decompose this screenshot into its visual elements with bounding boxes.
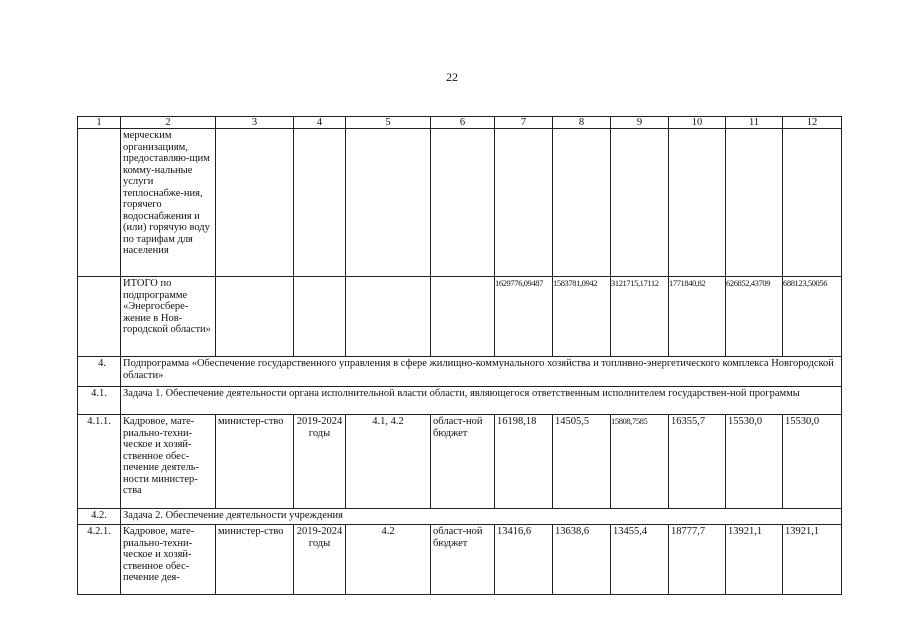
table-row-task (78, 387, 842, 415)
task-title: Задача 2. Обеспечение деятельности учреждения (121, 509, 842, 525)
total-value-cell: 1629776,09487 (495, 277, 553, 357)
value-cell: 18777,7 (669, 525, 726, 595)
page-number: 22 (446, 70, 458, 84)
table-cell (431, 277, 495, 357)
header-cell: 2 (121, 117, 216, 129)
row-number: 4.2. (78, 509, 121, 525)
row-number: 4.2.1. (78, 525, 121, 595)
value-cell: 13416,6 (495, 525, 553, 595)
table-cell-description: Кадровое, мате-риально-техни-ческое и хозяй-ственное обес-печение деятель-ности министер-ства (121, 415, 216, 509)
table-row-continuation (78, 129, 842, 277)
table-row-task (78, 509, 842, 525)
table-cell (783, 129, 842, 277)
table-cell (553, 129, 611, 277)
table-cell-executor: министер-ство (216, 415, 294, 509)
value-cell: 13638,6 (553, 525, 611, 595)
header-cell: 6 (431, 117, 495, 129)
column-number-row (78, 117, 842, 129)
header-cell: 1 (78, 117, 121, 129)
table-cell (216, 277, 294, 357)
table-cell-source: област-ной бюджет (431, 525, 495, 595)
total-value-cell: 1771840,82 (669, 277, 726, 357)
header-cell: 3 (216, 117, 294, 129)
table-cell (346, 277, 431, 357)
table-row-subprogram (78, 357, 842, 387)
row-number: 4.1. (78, 387, 121, 415)
value-cell: 15530,0 (726, 415, 783, 509)
value-cell: 15808,7585 (611, 415, 669, 509)
subprogram-title: Подпрограмма «Обеспечение государственного управления в сфере жилищно-коммунального хозяйства и топливно-энергетического комплекса Новгородской области» (121, 357, 842, 387)
table-cell-indicator: 4.2 (346, 525, 431, 595)
row-number: 4.1.1. (78, 415, 121, 509)
task-title: Задача 1. Обеспечение деятельности органа исполнительной власти области, являющегося ответственным исполнителем государствен-ной программы (121, 387, 842, 415)
table-cell (78, 129, 121, 277)
header-cell: 9 (611, 117, 669, 129)
table-row-activity (78, 415, 842, 509)
header-cell: 7 (495, 117, 553, 129)
table-cell-source: област-ной бюджет (431, 415, 495, 509)
value-cell: 14505,5 (553, 415, 611, 509)
table-cell (431, 129, 495, 277)
table-row-total (78, 277, 842, 357)
table-cell-period: 2019-2024 годы (294, 415, 346, 509)
header-cell: 11 (726, 117, 783, 129)
table-cell (216, 129, 294, 277)
value-cell: 13921,1 (726, 525, 783, 595)
table-cell (78, 277, 121, 357)
table-cell-description: мерческим организациям, предоставляю-щим комму-нальные услуги теплоснабже-ния, горячего водоснабжения и (или) горячую воду по тарифам для населения (121, 129, 216, 277)
header-cell: 10 (669, 117, 726, 129)
table-row-activity (78, 525, 842, 595)
total-value-cell: 626852,43709 (726, 277, 783, 357)
table-cell (346, 129, 431, 277)
table-cell-description: Кадровое, мате-риально-техни-ческое и хозяй-ственное обес-печение дея- (121, 525, 216, 595)
table-cell-description: ИТОГО по подпрограмме «Энергосбере-жение в Нов-городской области» (121, 277, 216, 357)
table-cell (294, 129, 346, 277)
table-cell (669, 129, 726, 277)
table-cell (611, 129, 669, 277)
table-cell-period: 2019-2024 годы (294, 525, 346, 595)
table-cell-executor: министер-ство (216, 525, 294, 595)
total-value-cell: 688123,50056 (783, 277, 842, 357)
value-cell: 13921,1 (783, 525, 842, 595)
table-cell (495, 129, 553, 277)
table-cell-indicator: 4.1, 4.2 (346, 415, 431, 509)
value-cell: 16198,18 (495, 415, 553, 509)
total-value-cell: 1583781,0942 (553, 277, 611, 357)
value-cell: 13455,4 (611, 525, 669, 595)
program-table (77, 116, 842, 595)
header-cell: 4 (294, 117, 346, 129)
value-cell: 16355,7 (669, 415, 726, 509)
header-cell: 5 (346, 117, 431, 129)
total-value-cell: 3121715,17112 (611, 277, 669, 357)
value-cell: 15530,0 (783, 415, 842, 509)
row-number: 4. (78, 357, 121, 387)
table-cell (726, 129, 783, 277)
table-cell (294, 277, 346, 357)
header-cell: 8 (553, 117, 611, 129)
header-cell: 12 (783, 117, 842, 129)
